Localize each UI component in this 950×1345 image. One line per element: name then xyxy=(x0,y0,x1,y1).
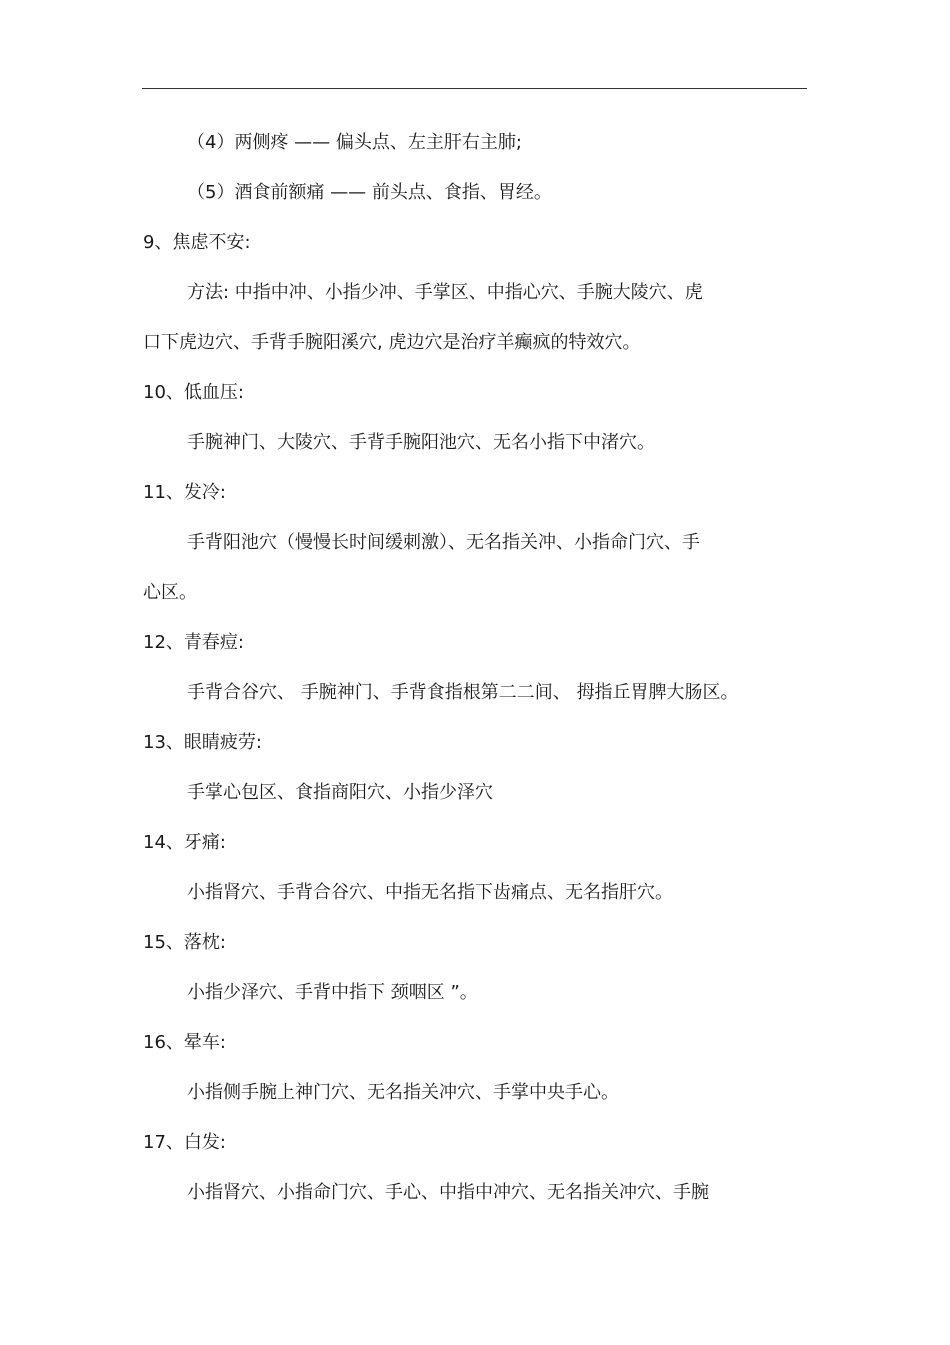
text-line: 小指肾穴、手背合谷穴、中指无名指下齿痛点、无名指肝穴。 xyxy=(187,882,673,903)
section-heading: 13、眼睛疲劳: xyxy=(143,732,262,753)
section-heading: 12、青春痘: xyxy=(143,632,244,653)
section-heading: 9、焦虑不安: xyxy=(143,232,251,253)
text-line: 手背阳池穴（慢慢长时间缓刺激）、无名指关冲、小指命门穴、手 xyxy=(187,532,700,553)
text-line: 小指侧手腕上神门穴、无名指关冲穴、手掌中央手心。 xyxy=(187,1082,619,1103)
header-rule xyxy=(142,88,807,89)
text-line: 手掌心包区、食指商阳穴、小指少泽穴 xyxy=(187,782,493,803)
text-line: 手背合谷穴、 手腕神门、手背食指根第二二间、 拇指丘胃脾大肠区。 xyxy=(187,682,739,703)
text-line: （4）两侧疼 —— 偏头点、左主肝右主肺; xyxy=(187,132,522,153)
section-heading: 16、晕车: xyxy=(143,1032,226,1053)
text-line: （5）酒食前额痛 —— 前头点、食指、胃经。 xyxy=(187,182,552,203)
section-heading: 10、低血压: xyxy=(143,382,244,403)
text-line: 心区。 xyxy=(143,582,197,603)
section-heading: 15、落枕: xyxy=(143,932,226,953)
section-heading: 17、白发: xyxy=(143,1132,226,1153)
text-line: 口下虎边穴、手背手腕阳溪穴, 虎边穴是治疗羊癫疯的特效穴。 xyxy=(143,332,641,353)
text-line: 手腕神门、大陵穴、手背手腕阳池穴、无名小指下中渚穴。 xyxy=(187,432,655,453)
section-heading: 11、发冷: xyxy=(143,482,226,503)
text-line: 方法: 中指中冲、小指少冲、手掌区、中指心穴、手腕大陵穴、虎 xyxy=(187,282,703,303)
text-line: 小指肾穴、小指命门穴、手心、中指中冲穴、无名指关冲穴、手腕 xyxy=(187,1182,709,1203)
text-line: 小指少泽穴、手背中指下 颈咽区 ”。 xyxy=(187,982,478,1003)
section-heading: 14、牙痛: xyxy=(143,832,226,853)
